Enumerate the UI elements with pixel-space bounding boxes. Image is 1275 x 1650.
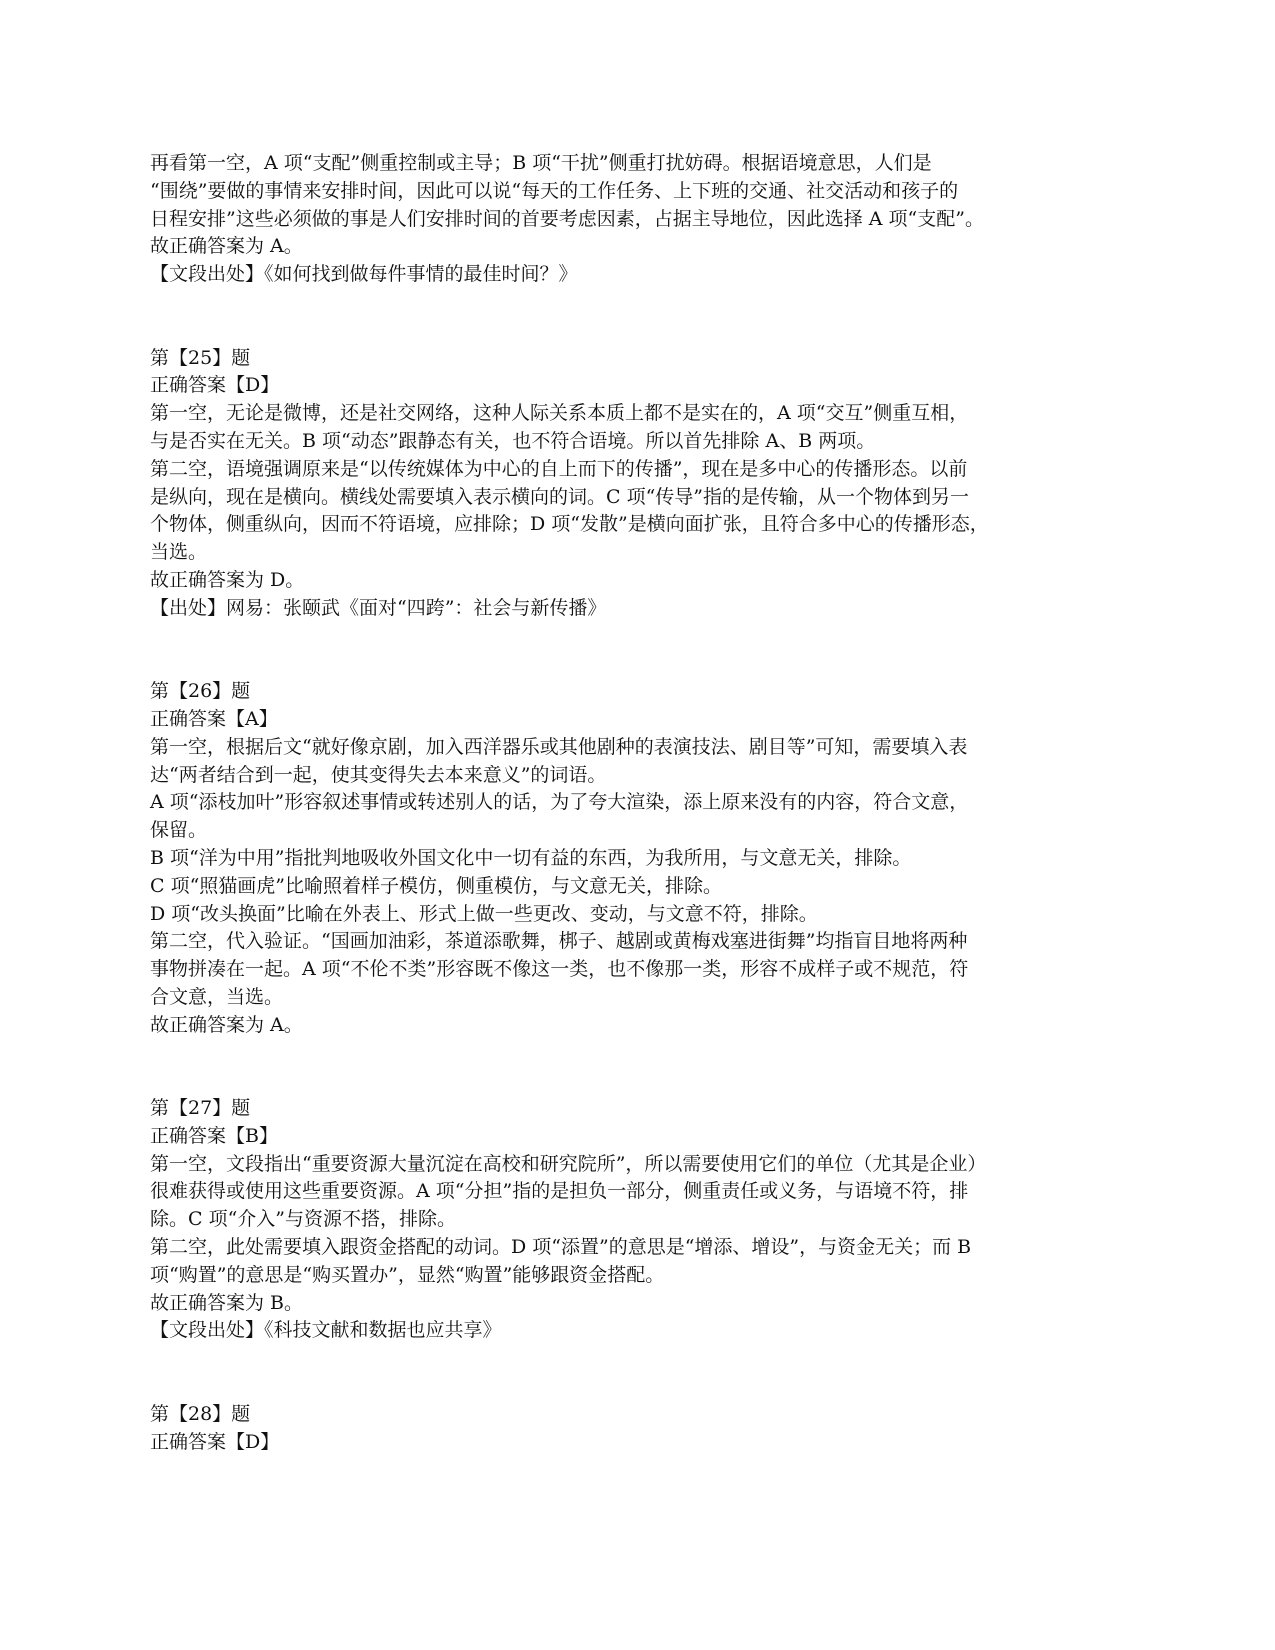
text-line: 故正确答案为 A。: [150, 1013, 303, 1036]
text-line: 故正确答案为 B。: [150, 1291, 304, 1314]
question-28-block: [150, 1401, 1125, 1457]
text-line: 第一空，无论是微博，还是社交网络，这种人际关系本质上都不是实在的，A 项“交互”侧重互相，: [150, 402, 969, 425]
text-line: 正确答案【B】: [150, 1124, 278, 1147]
text-line: B 项“洋为中用”指批判地吸收外国文化中一切有益的东西，为我所用，与文意无关，排除。: [150, 846, 912, 869]
text-line: 第二空，代入验证。“国画加油彩，茶道添歌舞，梆子、越剧或黄梅戏塞进街舞”均指盲目地将两种: [150, 930, 968, 953]
text-line: 个物体，侧重纵向，因而不符语境，应排除；D 项“发散”是横向面扩张，且符合多中心的传播形态，: [150, 513, 989, 536]
text-line: 第【25】题: [150, 346, 251, 369]
question-24-explanation-tail: [150, 150, 1125, 289]
text-line: 项“购置”的意思是“购买置办”，显然“购置”能够跟资金搭配。: [150, 1263, 665, 1286]
question-27-block: [150, 1095, 1125, 1345]
text-line: 很难获得或使用这些重要资源。A 项“分担”指的是担负一部分，侧重责任或义务，与语境不符，排: [150, 1180, 969, 1203]
text-line: D 项“改头换面”比喻在外表上、形式上做一些更改、变动，与文意不符，排除。: [150, 902, 818, 925]
text-line: 【文段出处】《科技文献和数据也应共享》: [150, 1319, 502, 1342]
text-line: 故正确答案为 D。: [150, 568, 305, 591]
text-line: 第二空，此处需要填入跟资金搭配的动词。D 项“添置”的意思是“增添、增设”，与资金无关；而 B: [150, 1236, 972, 1259]
text-line: 达“两者结合到一起，使其变得失去本来意义”的词语。: [150, 763, 607, 786]
text-line: C 项“照猫画虎”比喻照着样子模仿，侧重模仿，与文意无关，排除。: [150, 874, 723, 897]
text-line: 除。C 项“介入”与资源不搭，排除。: [150, 1208, 457, 1231]
text-line: 当选。: [150, 541, 208, 564]
question-26-block: [150, 678, 1125, 1039]
question-25-block: [150, 345, 1125, 623]
text-line: 故正确答案为 A。: [150, 235, 303, 258]
text-line: 第【28】题: [150, 1402, 251, 1425]
answer-explanations: [150, 150, 1125, 1456]
text-line: 保留。: [150, 819, 208, 842]
text-line: 正确答案【A】: [150, 707, 278, 730]
text-line: 【文段出处】《如何找到做每件事情的最佳时间？》: [150, 263, 578, 286]
text-line: 第一空，文段指出“重要资源大量沉淀在高校和研究院所”，所以需要使用它们的单位（尤其是企业）: [150, 1152, 987, 1175]
text-line: A 项“添枝加叶”形容叙述事情或转述别人的话，为了夸大渲染，添上原来没有的内容，符合文意，: [150, 791, 969, 814]
text-line: 事物拼凑在一起。A 项“不伦不类”形容既不像这一类，也不像那一类，形容不成样子或不规范，符: [150, 958, 969, 981]
text-line: 正确答案【D】: [150, 374, 280, 397]
text-line: 合文意，当选。: [150, 985, 284, 1008]
text-line: 正确答案【D】: [150, 1430, 280, 1453]
text-line: 第【26】题: [150, 680, 251, 703]
text-line: 是纵向，现在是横向。横线处需要填入表示横向的词。C 项“传导”指的是传输，从一个物体到另一: [150, 485, 970, 508]
text-line: 第二空，语境强调原来是“以传统媒体为中心的自上而下的传播”，现在是多中心的传播形态。以前: [150, 457, 968, 480]
text-line: 再看第一空，A 项“支配”侧重控制或主导；B 项“干扰”侧重打扰妨碍。根据语境意思，人们是: [150, 152, 932, 174]
text-line: 与是否实在无关。B 项“动态”跟静态有关，也不符合语境。所以首先排除 A、B 两项。: [150, 429, 876, 452]
text-line: 第【27】题: [150, 1097, 251, 1120]
text-line: 第一空，根据后文“就好像京剧，加入西洋器乐或其他剧种的表演技法、剧目等”可知，需要填入表: [150, 735, 968, 758]
text-line: “围绕”要做的事情来安排时间，因此可以说“每天的工作任务、上下班的交通、社交活动和孩子的: [150, 179, 959, 202]
text-line: 日程安排”这些必须做的事是人们安排时间的首要考虑因素，占据主导地位，因此选择 A 项“支配”。: [150, 207, 984, 230]
text-line: 【出处】网易：张颐武《面对“四跨”：社会与新传播》: [150, 596, 607, 619]
